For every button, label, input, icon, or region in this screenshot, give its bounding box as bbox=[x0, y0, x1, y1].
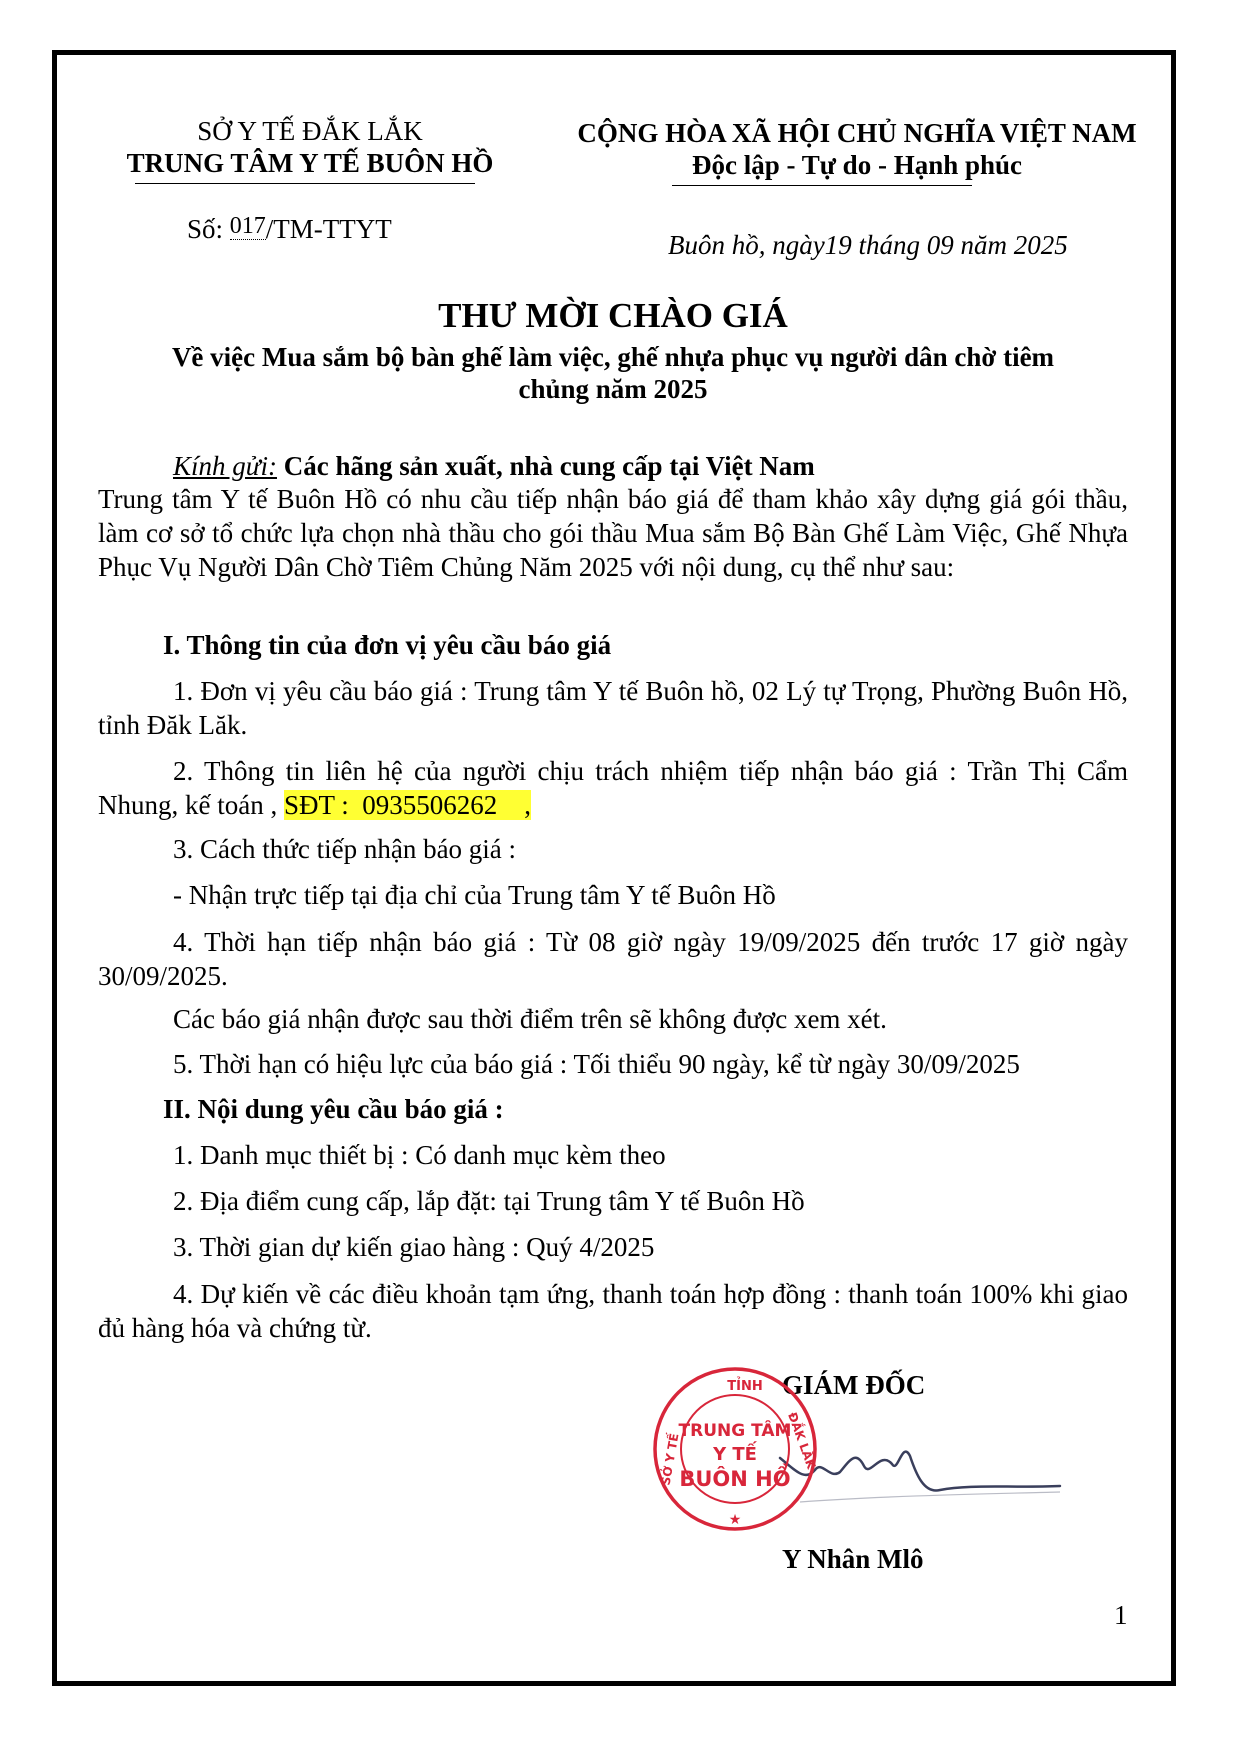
section-2-item-2: 2. Địa điểm cung cấp, lắp đặt: tại Trung tâm Y tế Buôn Hồ bbox=[173, 1186, 805, 1216]
section-2-title: II. Nội dung yêu cầu báo giá : bbox=[163, 1094, 504, 1124]
organization-name: TRUNG TÂM Y TẾ BUÔN HỒ bbox=[126, 148, 494, 178]
subject-line-1: Về việc Mua sắm bộ bàn ghế làm việc, ghế nhựa phục vụ người dân chờ tiêm bbox=[171, 342, 1055, 372]
organization-underline bbox=[135, 183, 475, 184]
subject-line-2: chủng năm 2025 bbox=[518, 374, 708, 404]
recipient-value: Các hãng sản xuất, nhà cung cấp tại Việt Nam bbox=[276, 451, 815, 481]
section-1-note: Các báo giá nhận được sau thời điểm trên sẽ không được xem xét. bbox=[173, 1004, 887, 1034]
seal-text-line-1: TRUNG TÂM bbox=[678, 1421, 792, 1441]
motto-underline bbox=[672, 185, 972, 186]
seal-ring-top: TỈNH bbox=[727, 1379, 763, 1394]
document-title: THƯ MỜI CHÀO GIÁ bbox=[438, 296, 788, 335]
section-1-item-2-text: 2. Thông tin liên hệ của người chịu trách nhiệm tiếp nhận báo giá : Trần Thị Cẩm Nhung, kế toán , bbox=[98, 756, 1128, 820]
section-1-item-3-detail: - Nhận trực tiếp tại địa chỉ của Trung tâm Y tế Buôn Hồ bbox=[173, 880, 776, 910]
section-2-item-1: 1. Danh mục thiết bị : Có danh mục kèm theo bbox=[173, 1140, 666, 1170]
department-name: SỞ Y TẾ ĐẮK LẮK bbox=[197, 116, 423, 146]
seal-star-icon: ★ bbox=[728, 1512, 742, 1528]
seal-ring-right: ĐẮK LẮK bbox=[785, 1410, 819, 1471]
document-number-value: 017 bbox=[229, 213, 266, 239]
seal-text-line-3: BUÔN HỒ bbox=[679, 1467, 791, 1491]
document-number bbox=[187, 214, 392, 245]
section-1-item-4: 4. Thời hạn tiếp nhận báo giá : Từ 08 giờ ngày 19/09/2025 đến trước 17 giờ ngày 30/09/2025. bbox=[98, 927, 1128, 991]
country-name: CỘNG HÒA XÃ HỘI CHỦ NGHĨA VIỆT NAM bbox=[577, 118, 1137, 148]
section-1-title: I. Thông tin của đơn vị yêu cầu báo giá bbox=[163, 630, 612, 660]
seal-text-line-2: Y TẾ bbox=[713, 1444, 757, 1465]
place-date: Buôn hồ, ngày19 tháng 09 năm 2025 bbox=[668, 230, 1068, 260]
recipient bbox=[173, 451, 815, 482]
section-1-item-5: 5. Thời hạn có hiệu lực của báo giá : Tối thiểu 90 ngày, kể từ ngày 30/09/2025 bbox=[173, 1049, 1020, 1079]
document-number-suffix: /TM-TTYT bbox=[265, 214, 392, 244]
section-2-item-3: 3. Thời gian dự kiến giao hàng : Quý 4/2025 bbox=[173, 1232, 655, 1262]
official-seal bbox=[650, 1364, 820, 1534]
recipient-label: Kính gửi: bbox=[173, 451, 277, 481]
section-1-item-3: 3. Cách thức tiếp nhận báo giá : bbox=[173, 834, 517, 864]
seal-ring-left: SỞ Y TẾ bbox=[658, 1432, 682, 1487]
national-motto: Độc lập - Tự do - Hạnh phúc bbox=[691, 150, 1023, 180]
contact-phone: SĐT : 0935506262 , bbox=[283, 790, 531, 820]
section-2-item-4: 4. Dự kiến về các điều khoản tạm ứng, thanh toán hợp đồng : thanh toán 100% khi giao đủ hàng hóa và chứng từ. bbox=[98, 1279, 1128, 1343]
signer-name: Y Nhân Mlô bbox=[782, 1544, 924, 1574]
document-number-prefix: Số: bbox=[187, 214, 230, 244]
signer-role: GIÁM ĐỐC bbox=[782, 1370, 926, 1400]
intro-paragraph: Trung tâm Y tế Buôn Hồ có nhu cầu tiếp nhận báo giá để tham khảo xây dựng giá gói thầu, làm cơ sở tổ chức lựa chọn nhà thầu cho gói thầu Mua sắm Bộ Bàn Ghế Làm Việc, Ghế Nhựa Phục Vụ Người Dân Chờ Tiêm Chủng Năm 2025 với nội dung, cụ thể như sau: bbox=[98, 484, 1128, 582]
section-1-item-2 bbox=[98, 754, 1128, 822]
page-number: 1 bbox=[1114, 1600, 1128, 1630]
section-1-item-1: 1. Đơn vị yêu cầu báo giá : Trung tâm Y tế Buôn hồ, 02 Lý tự Trọng, Phường Buôn Hồ, tỉnh Đăk Lăk. bbox=[98, 676, 1128, 740]
